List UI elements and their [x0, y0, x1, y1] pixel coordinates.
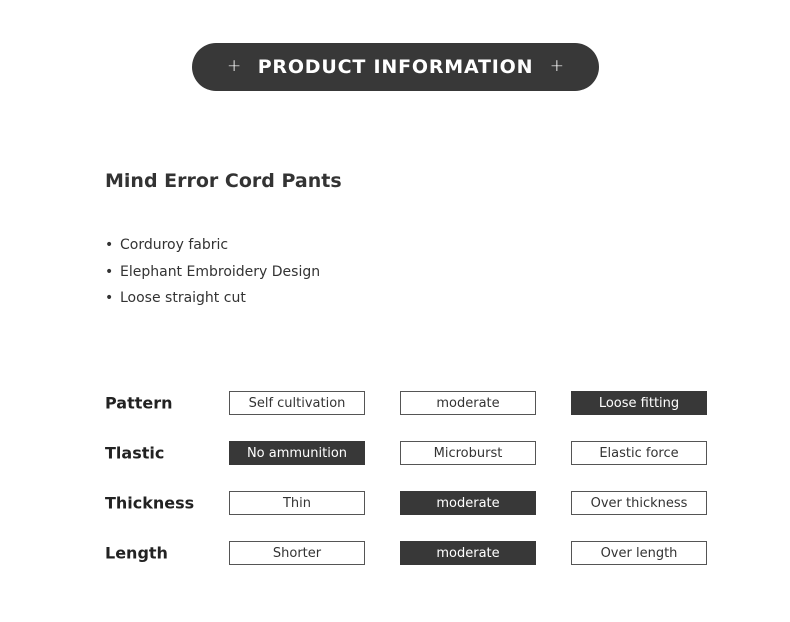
spec-row-pattern — [0, 391, 790, 415]
feature-text: Loose straight cut — [120, 290, 246, 306]
spec-label: Pattern — [105, 393, 173, 413]
feature-item — [105, 285, 320, 312]
spec-option: Over thickness — [571, 491, 707, 515]
feature-list — [105, 232, 320, 312]
spec-option: Elastic force — [571, 441, 707, 465]
spec-label: Length — [105, 543, 168, 563]
spec-option: Shorter — [229, 541, 365, 565]
spec-label: Tlastic — [105, 443, 165, 463]
spec-label: Thickness — [105, 493, 195, 513]
bullet-icon: • — [105, 263, 114, 280]
feature-item — [105, 232, 320, 259]
product-information-banner — [192, 43, 599, 91]
spec-row-thickness — [0, 491, 790, 515]
spec-option: Over length — [571, 541, 707, 565]
spec-option: Self cultivation — [229, 391, 365, 415]
plus-icon: + — [227, 56, 242, 77]
spec-option: Thin — [229, 491, 365, 515]
banner-title: PRODUCT INFORMATION — [257, 56, 534, 78]
spec-row-length — [0, 541, 790, 565]
spec-option: moderate — [400, 391, 536, 415]
spec-option: Microburst — [400, 441, 536, 465]
spec-option-selected: No ammunition — [229, 441, 365, 465]
plus-icon: + — [549, 56, 564, 77]
spec-row-tlastic — [0, 441, 790, 465]
feature-item — [105, 259, 320, 286]
bullet-icon: • — [105, 290, 114, 306]
feature-text: Corduroy fabric — [120, 237, 229, 253]
spec-option-selected: moderate — [400, 541, 536, 565]
product-name: Mind Error Cord Pants — [105, 170, 342, 192]
bullet-icon: • — [105, 237, 114, 253]
spec-option-selected: Loose fitting — [571, 391, 707, 415]
spec-option-selected: moderate — [400, 491, 536, 515]
feature-text: Elephant Embroidery Design — [120, 263, 321, 280]
